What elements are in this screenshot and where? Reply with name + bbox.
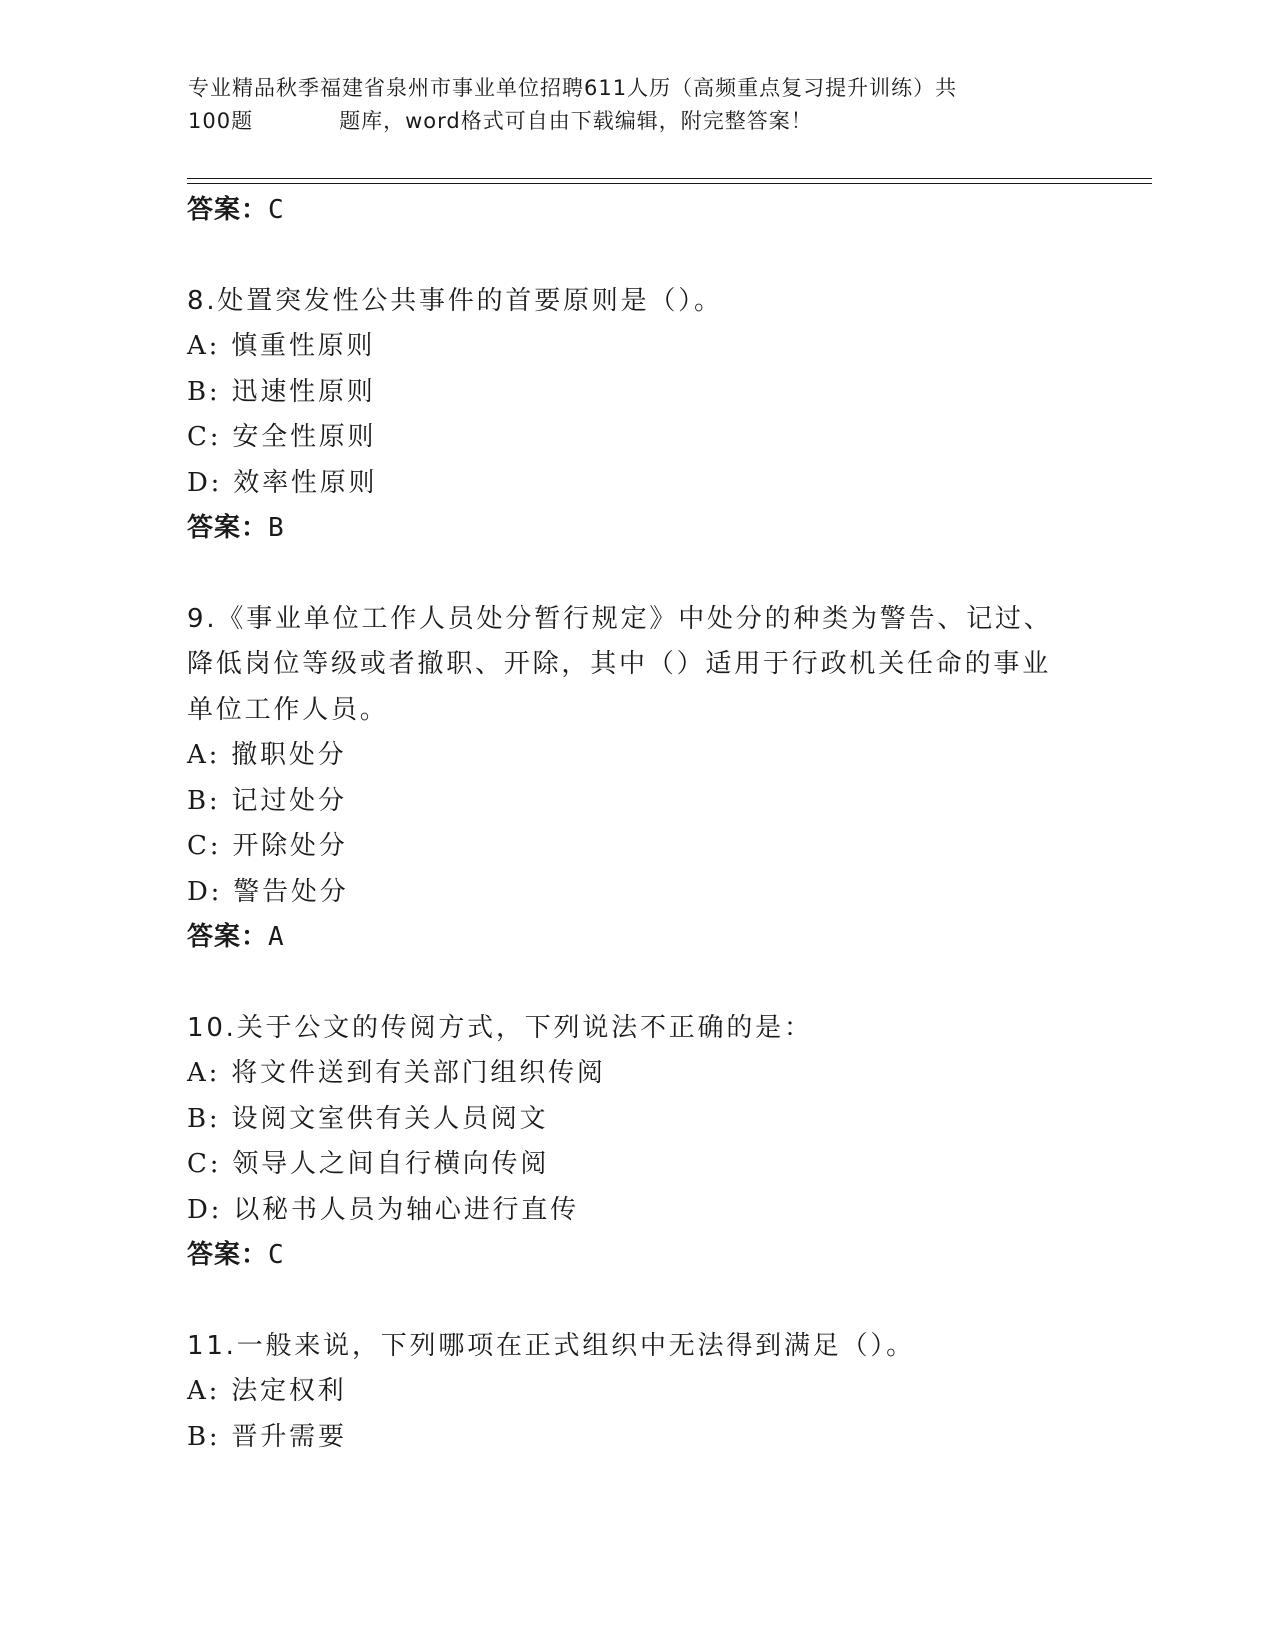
option-letter: A: — [187, 1376, 221, 1406]
option-text: 以秘书人员为轴心进行直传 — [233, 1194, 579, 1225]
answer-value: C — [268, 195, 285, 225]
answer-value: C — [268, 1240, 285, 1270]
option-row — [187, 870, 1087, 916]
option-letter: B: — [187, 785, 221, 816]
answer-line — [187, 915, 1087, 961]
answer-label: 答案： — [187, 1240, 269, 1270]
question-block — [187, 1006, 1087, 1279]
answer-value: B — [268, 513, 285, 543]
question-list — [187, 188, 1087, 1460]
option-row — [187, 461, 1087, 507]
header-title-line-2 — [188, 105, 1088, 138]
option-text: 慎重性原则 — [231, 331, 376, 361]
option-letter: B: — [187, 1103, 221, 1134]
question-stem: 单位工作人员。 — [187, 694, 389, 725]
question-block — [187, 279, 1087, 552]
option-letter: B: — [187, 376, 221, 407]
option-text: 记过处分 — [231, 785, 347, 816]
option-text: 将文件送到有关部门组织传阅 — [231, 1058, 606, 1088]
question-block — [187, 1324, 1087, 1461]
question-block — [187, 597, 1087, 961]
option-letter: C: — [187, 422, 222, 452]
option-text: 领导人之间自行横向传阅 — [232, 1149, 550, 1179]
option-letter: B: — [187, 1421, 221, 1452]
header-divider-bottom — [187, 183, 1152, 184]
option-text: 设阅文室供有关人员阅文 — [231, 1103, 549, 1134]
question-stem: 降低岗位等级或者撤职、开除，其中（）适用于行政机关任命的事业 — [187, 649, 1052, 679]
option-text: 安全性原则 — [232, 422, 377, 452]
option-row — [187, 324, 1087, 370]
answer-value: A — [268, 922, 285, 952]
answer-label: 答案： — [187, 195, 269, 225]
option-text: 晋升需要 — [231, 1421, 347, 1452]
answer-line — [187, 506, 1087, 552]
option-text: 撤职处分 — [231, 740, 347, 770]
option-text: 法定权利 — [231, 1376, 347, 1406]
option-row — [187, 779, 1087, 825]
header-divider-top — [187, 178, 1152, 179]
header-description: 题库，word格式可自由下载编辑，附完整答案！ — [339, 109, 813, 133]
header-question-count: 100题 — [188, 109, 254, 133]
question-stem: 8.处置突发性公共事件的首要原则是（）。 — [187, 285, 723, 316]
option-row — [187, 1369, 1087, 1415]
option-row — [187, 370, 1087, 416]
option-text: 警告处分 — [233, 876, 349, 907]
question-stem: 11.一般来说，下列哪项在正式组织中无法得到满足（）。 — [187, 1330, 915, 1361]
question-stem: 9.《事业单位工作人员处分暂行规定》中处分的种类为警告、记过、 — [187, 603, 1053, 634]
answer-label: 答案： — [187, 922, 269, 952]
option-letter: D: — [187, 1194, 223, 1225]
option-row — [187, 733, 1087, 779]
option-letter: C: — [187, 1149, 222, 1179]
option-row — [187, 1051, 1087, 1097]
option-row — [187, 1188, 1087, 1234]
option-row — [187, 1415, 1087, 1461]
option-text: 开除处分 — [232, 831, 348, 861]
question-stem: 10.关于公文的传阅方式，下列说法不正确的是： — [187, 1012, 813, 1043]
answer-line — [187, 1233, 1087, 1279]
answer-line — [187, 188, 1087, 234]
option-text: 效率性原则 — [233, 467, 378, 498]
option-text: 迅速性原则 — [231, 376, 376, 407]
answer-label: 答案： — [187, 513, 269, 543]
option-row — [187, 1097, 1087, 1143]
option-row — [187, 415, 1087, 461]
option-letter: A: — [187, 331, 221, 361]
option-letter: D: — [187, 876, 223, 907]
option-letter: A: — [187, 740, 221, 770]
option-letter: C: — [187, 831, 222, 861]
option-row — [187, 1142, 1087, 1188]
option-letter: A: — [187, 1058, 221, 1088]
option-row — [187, 824, 1087, 870]
option-letter: D: — [187, 467, 223, 498]
header-title-line-1: 专业精品秋季福建省泉州市事业单位招聘611人历（高频重点复习提升训练）共 — [188, 76, 958, 100]
document-header — [188, 72, 1088, 138]
